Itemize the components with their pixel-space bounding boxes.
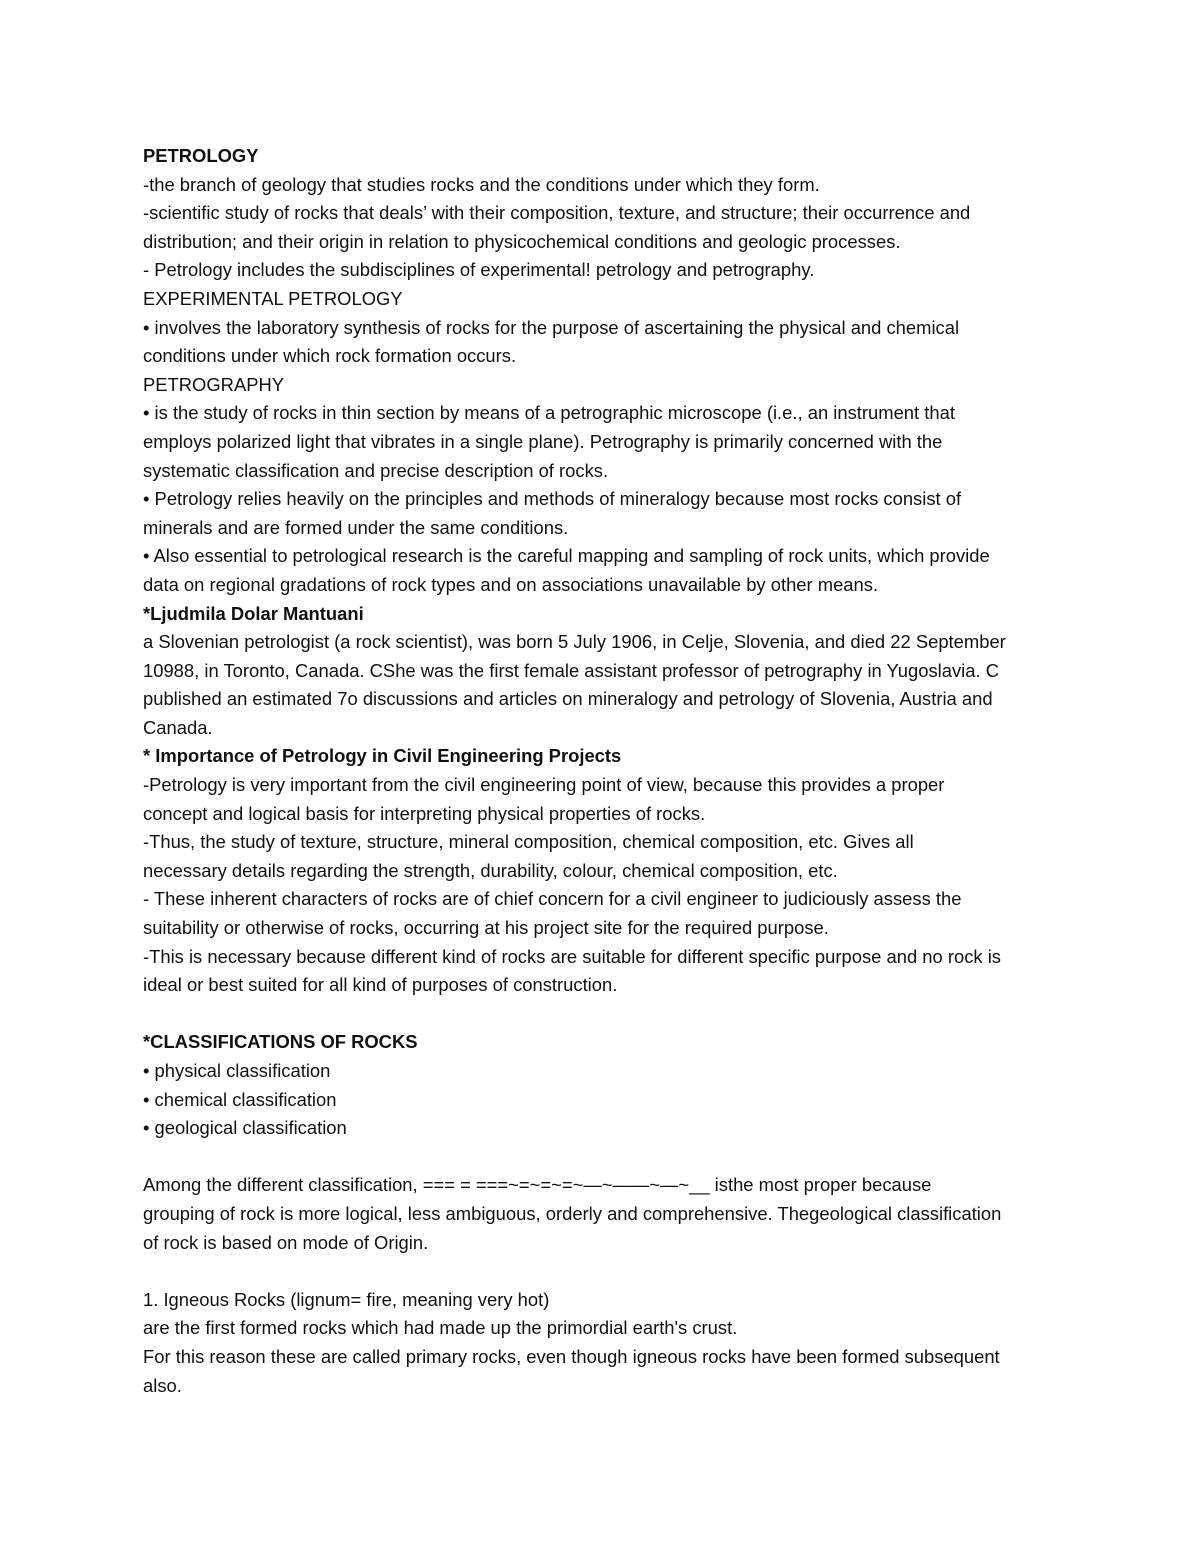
text-line: Canada. (143, 716, 213, 738)
text-line: 10988, in Toronto, Canada. CShe was the first female assistant professor of petrography in Yugoslavia. C (143, 659, 999, 681)
blank-line (143, 1257, 1068, 1286)
text-line: grouping of rock is more logical, less ambiguous, orderly and comprehensive. Thegeological classification (143, 1202, 1002, 1224)
text-line: • Also essential to petrological research is the careful mapping and sampling of rock units, which provide (143, 545, 990, 567)
text-line: -This is necessary because different kind of rocks are suitable for different specific purpose and no rock is (143, 945, 1001, 967)
text-line: systematic classification and precise description of rocks. (143, 459, 609, 481)
text-line: • chemical classification (143, 1088, 337, 1110)
text-line: a Slovenian petrologist (a rock scientist), was born 5 July 1906, in Celje, Slovenia, and died 22 September (143, 631, 1006, 653)
text-line: distribution; and their origin in relation to physicochemical conditions and geologic processes. (143, 230, 901, 252)
text-line: conditions under which rock formation occurs. (143, 345, 517, 367)
blank-line (143, 1143, 1068, 1172)
text-line: • involves the laboratory synthesis of rocks for the purpose of ascertaining the physical and chemical (143, 316, 960, 338)
text-line: • Petrology relies heavily on the principles and methods of mineralogy because most rocks consist of (143, 488, 962, 510)
text-line: minerals and are formed under the same conditions. (143, 516, 569, 538)
document-body (143, 142, 1068, 1400)
text-line: • is the study of rocks in thin section by means of a petrographic microscope (i.e., an instrument that (143, 402, 955, 424)
text-line: suitability or otherwise of rocks, occurring at his project site for the required purpose. (143, 917, 829, 939)
text-line: are the first formed rocks which had made up the primordial earth's crust. (143, 1317, 738, 1339)
section-heading: PETROLOGY (143, 145, 259, 166)
text-line: - Petrology includes the subdisciplines of experimental! petrology and petrography. (143, 259, 815, 281)
text-line: -the branch of geology that studies rocks and the conditions under which they form. (143, 173, 820, 195)
text-line: of rock is based on mode of Origin. (143, 1231, 429, 1253)
text-line: - These inherent characters of rocks are of chief concern for a civil engineer to judiciously assess the (143, 888, 962, 910)
section-heading: *CLASSIFICATIONS OF ROCKS (143, 1031, 418, 1053)
text-line: • geological classification (143, 1117, 347, 1139)
section-heading: *Ljudmila Dolar Mantuani (143, 602, 364, 624)
text-line: EXPERIMENTAL PETROLOGY (143, 287, 403, 309)
section-heading: * Importance of Petrology in Civil Engineering Projects (143, 745, 622, 767)
text-line: -scientific study of rocks that deals’ with their composition, texture, and structure; their occurrence and (143, 202, 971, 224)
text-line: data on regional gradations of rock types and on associations unavailable by other means. (143, 573, 879, 595)
text-line: published an estimated 7o discussions and articles on mineralogy and petrology of Slovenia, Austria and (143, 688, 993, 710)
text-line: • physical classification (143, 1060, 331, 1081)
text-line: -Thus, the study of texture, structure, mineral composition, chemical composition, etc. Gives all (143, 831, 914, 853)
text-line: also. (143, 1374, 182, 1396)
text-line: -Petrology is very important from the civil engineering point of view, because this provides a proper (143, 774, 945, 796)
text-line: ideal or best suited for all kind of purposes of construction. (143, 974, 618, 996)
blank-line (143, 1000, 1068, 1029)
text-line: Among the different classification, === = ===~=~=~=~—~——~—~__ isthe most proper because (143, 1174, 932, 1196)
text-line: necessary details regarding the strength, durability, colour, chemical composition, etc. (143, 859, 838, 881)
text-line: concept and logical basis for interpreting physical properties of rocks. (143, 802, 706, 824)
text-line: PETROGRAPHY (143, 373, 285, 395)
text-line: employs polarized light that vibrates in a single plane). Petrography is primarily concerned with the (143, 430, 943, 452)
text-line: 1. Igneous Rocks (lignum= fire, meaning very hot) (143, 1288, 550, 1310)
text-line: For this reason these are called primary rocks, even though igneous rocks have been formed subsequent (143, 1345, 1000, 1367)
